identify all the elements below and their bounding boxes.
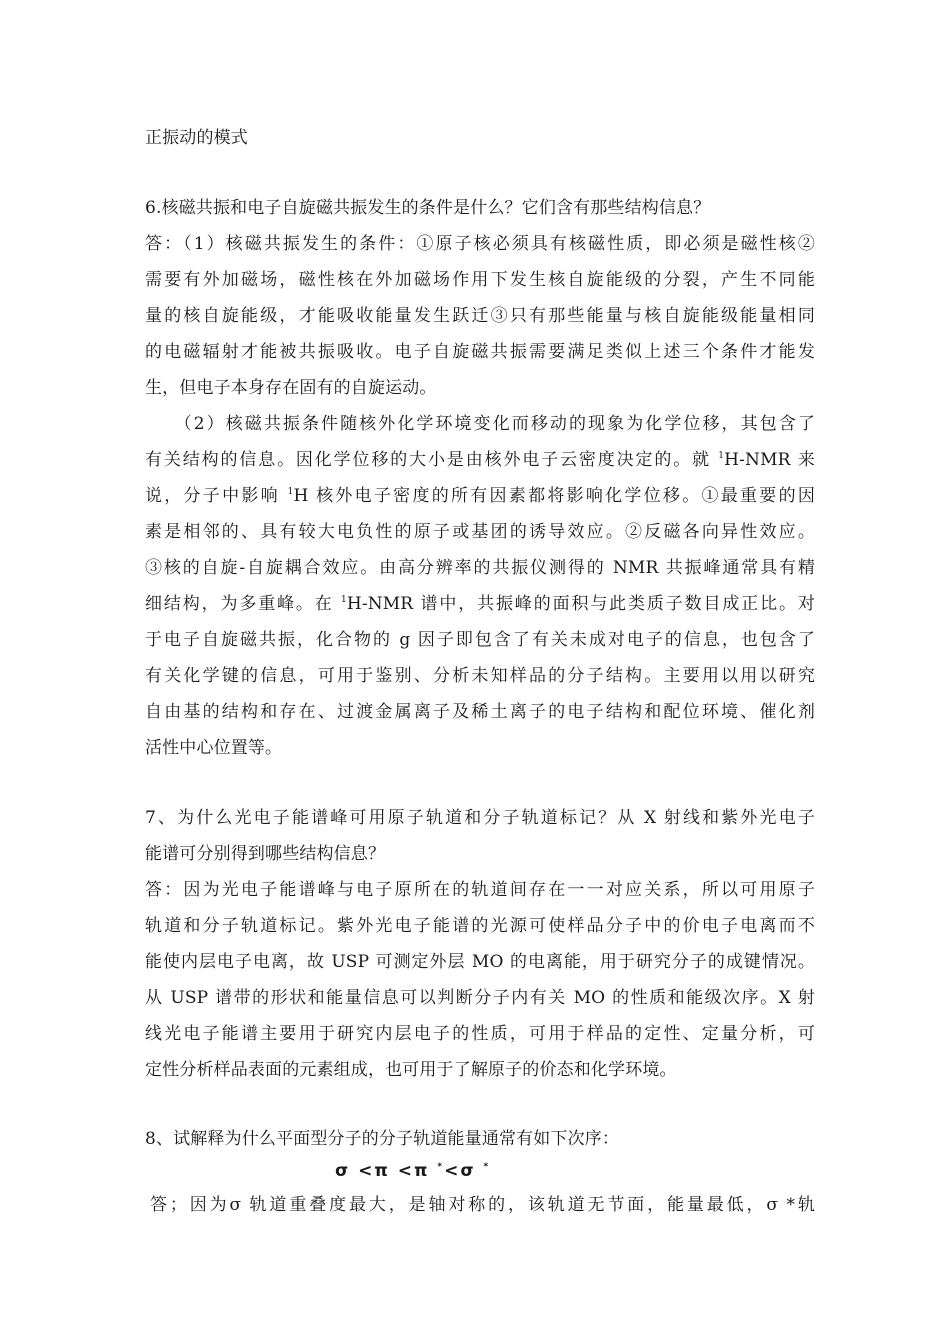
text-line: 能谱可分别得到哪些结构信息？ — [145, 844, 386, 864]
text-line: 需要有外加磁场，磁性核在外加磁场作用下发生核自旋能级的分裂，产生不同能 — [145, 270, 815, 290]
text-line: 细结构，为多重峰。在 $^1$H-NMR 谱中，共振峰的面积与此类质子数目成正比。对 — [145, 594, 816, 614]
text-line: 有关结构的信息。因化学位移的大小是由核外电子云密度决定的。就 $^1$H-NMR 来 — [145, 450, 815, 470]
text-line: （2）核磁共振条件随核外化学环境变化而移动的现象为化学位移，其包含了 — [145, 414, 815, 434]
text-line: 量的核自旋能级，才能吸收能量发生跃迁③只有那些能量与核自旋能级能量相同 — [145, 306, 815, 326]
text-line: 于电子自旋磁共振，化合物的 g 因子即包含了有关未成对电子的信息，也包含了 — [145, 630, 815, 650]
text-line: 素是相邻的、具有较大电负性的原子或基团的诱导效应。②反磁各向异性效应。 — [145, 522, 815, 542]
text-line: 的电磁辐射才能被共振吸收。电子自旋磁共振需要满足类似上述三个条件才能发 — [145, 342, 815, 362]
text-line: 答：因为光电子能谱峰与电子原所在的轨道间存在一一对应关系，所以可用原子 — [145, 880, 815, 900]
text-line: ③核的自旋-自旋耦合效应。由高分辨率的共振仪测得的 NMR 共振峰通常具有精 — [145, 558, 815, 578]
question-6: 6.核磁共振和电子自旋磁共振发生的条件是什么？它们含有那些结构信息？ — [145, 198, 711, 218]
text-line: 定性分析样品表面的元素组成，也可用于了解原子的价态和化学环境。 — [145, 1060, 677, 1080]
text-line: 从 USP 谱带的形状和能量信息可以判断分子内有关 MO 的性质和能级次序。X 射 — [145, 988, 815, 1008]
question-7: 7、为什么光电子能谱峰可用原子轨道和分子轨道标记？从 X 射线和紫外光电子 — [145, 808, 815, 828]
text-line: 活性中心位置等。 — [145, 738, 283, 758]
text-line: 线光电子能谱主要用于研究内层电子的性质，可用于样品的定性、定量分析，可 — [145, 1024, 815, 1044]
text-line: 自由基的结构和存在、过渡金属离子及稀土离子的电子结构和配位环境、催化剂 — [145, 702, 815, 722]
text-line: 正振动的模式 — [145, 128, 248, 148]
orbital-order-formula: σ <π <π *<σ * — [335, 1161, 491, 1181]
text-line: 有关化学键的信息，可用于鉴别、分析未知样品的分子结构。主要用以用以研究 — [145, 666, 815, 686]
text-line: 说，分子中影响 $^1$H 核外电子密度的所有因素都将影响化学位移。①最重要的因 — [145, 486, 815, 506]
text-line: 能使内层电子电离，故 USP 可测定外层 MO 的电离能，用于研究分子的成键情况。 — [145, 952, 815, 972]
text-line: 答：（1）核磁共振发生的条件：①原子核必须具有核磁性质，即必须是磁性核② — [145, 234, 815, 254]
text-line: 轨道和分子轨道标记。紫外光电子能谱的光源可使样品分子中的价电子电离而不 — [145, 916, 815, 936]
question-8: 8、试解释为什么平面型分子的分子轨道能量通常有如下次序： — [145, 1129, 620, 1149]
text-line: 生，但电子本身存在固有的自旋运动。 — [145, 378, 437, 398]
text-line: 答；因为σ 轨道重叠度最大，是轴对称的，该轨道无节面，能量最低，σ *轨 — [150, 1195, 815, 1215]
